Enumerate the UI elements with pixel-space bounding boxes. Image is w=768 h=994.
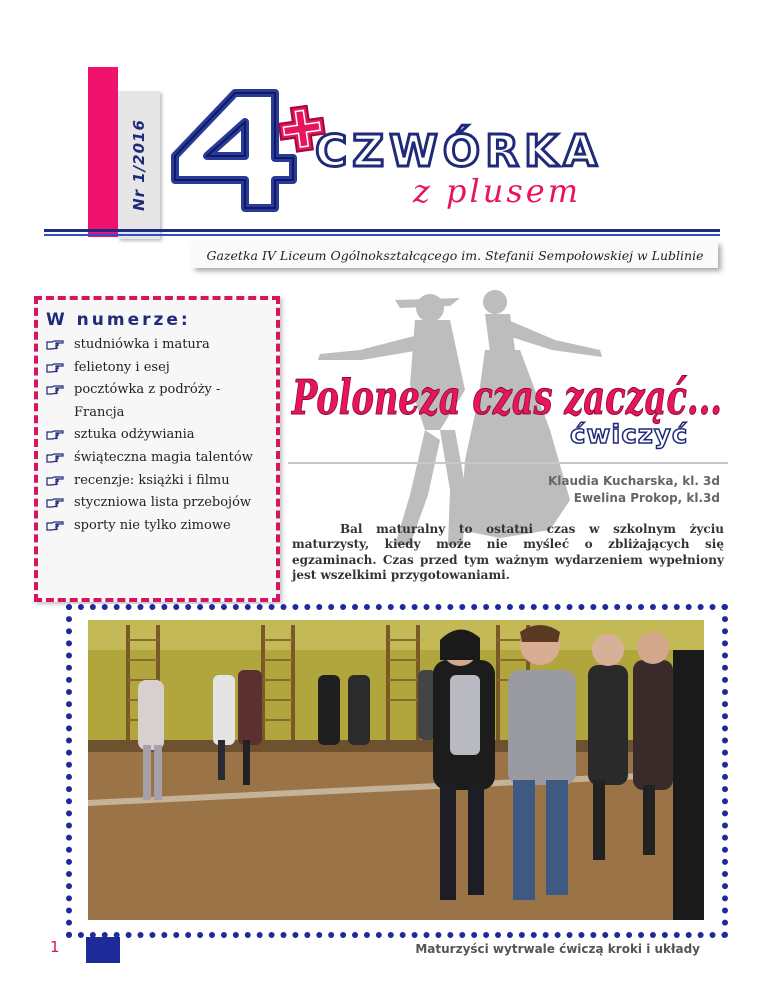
article-lead: Bal maturalny to ostatni czas w szkolnym życiu maturzysty, kiedy może nie myśleć o zbliżających się egzaminach. Czas przed tym ważnym wydarzeniem wypełniony jest wszelkimi przygotowaniami. (292, 522, 724, 583)
logo-title: CZWÓRKA (315, 126, 603, 177)
rehearsal-photo (88, 620, 704, 920)
contents-item: pocztówka z podróży - Francja (46, 379, 272, 424)
logo-tagline: z plusem (413, 172, 582, 210)
pointing-hand-icon (46, 424, 74, 446)
pointing-hand-icon (46, 357, 74, 379)
author-line: Klaudia Kucharska, kl. 3d (547, 474, 720, 488)
masthead-subtitle: Gazetka IV Liceum Ogólnokształcącego im. Stefanii Sempołowskiej w Lublinie (192, 242, 718, 268)
issue-number: Nr 1/2016 (130, 119, 148, 211)
pointing-hand-icon (46, 334, 74, 356)
pointing-hand-icon (46, 470, 74, 492)
footer-corner-box (86, 937, 120, 963)
article-subtitle: ćwiczyć (570, 420, 689, 450)
pointing-hand-icon (46, 379, 74, 401)
photo-caption: Maturzyści wytrwale ćwiczą kroki i układy (415, 942, 700, 956)
contents-item: felietony i esej (46, 357, 272, 380)
pointing-hand-icon (46, 492, 74, 514)
contents-box (34, 296, 280, 602)
contents-item: studniówka i matura (46, 334, 272, 357)
masthead-rule-thin (44, 234, 720, 236)
masthead-rule (44, 229, 720, 232)
masthead-logo (165, 88, 665, 218)
pointing-hand-icon (46, 515, 74, 537)
contents-item: sporty nie tylko zimowe (46, 515, 272, 538)
headline-rule (288, 462, 728, 464)
contents-list (46, 334, 272, 537)
contents-item: recenzje: książki i filmu (46, 470, 272, 493)
contents-item: świąteczna magia talentów (46, 447, 272, 470)
author-line: Ewelina Prokop, kl.3d (573, 491, 720, 505)
contents-heading: W numerze: (46, 310, 191, 330)
svg-text:Poloneza czas zacząć...: Poloneza czas zacząć... (290, 370, 722, 426)
page-number: 1 (50, 938, 60, 956)
pointing-hand-icon (46, 447, 74, 469)
contents-item: sztuka odżywiania (46, 424, 272, 447)
masthead-pink-bar (88, 67, 118, 237)
contents-item: styczniowa lista przebojów (46, 492, 272, 515)
